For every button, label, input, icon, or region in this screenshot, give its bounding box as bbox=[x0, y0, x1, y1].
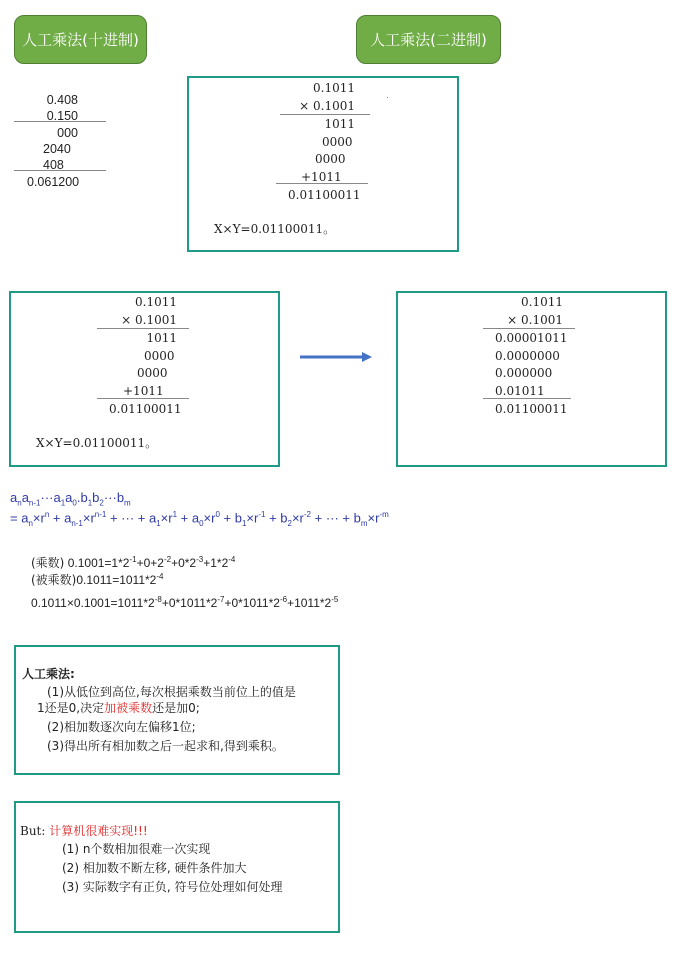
b3-result: 0.01100011 bbox=[495, 402, 568, 416]
method-step-1b-highlight: 加被乘数 bbox=[104, 701, 153, 715]
difficulty-item-2: (2) 相加数不断左移, 硬件条件加大 bbox=[62, 861, 247, 875]
but-line bbox=[20, 824, 148, 839]
method-step-1a: (1)从低位到高位,每次根据乘数当前位上的值是 bbox=[47, 685, 296, 699]
dec-row-3: 408 bbox=[43, 158, 64, 172]
b3-partial-2: 0.0000000 bbox=[495, 349, 560, 363]
multiplicand-expression: (被乘数)$0.1011=1011*2^{-4}$ bbox=[31, 572, 164, 587]
b3-partial-3: 0.000000 bbox=[495, 366, 553, 380]
b1-multiplicand: 0.1011 bbox=[313, 81, 355, 95]
multiplier-label: (乘数) bbox=[31, 556, 65, 570]
right-arrow-icon bbox=[298, 350, 374, 364]
method-step-1b-post: 还是加0; bbox=[152, 701, 200, 715]
b2-partial-1: 1011 bbox=[146, 331, 177, 345]
dec-row-2: 2040 bbox=[43, 142, 71, 156]
method-step-3: (3)得出所有相加数之后一起求和,得到乘积。 bbox=[47, 739, 284, 753]
method-title: 人工乘法: bbox=[22, 667, 75, 681]
product-expression: $0.1011\times 0.1001=1011*2^{-8}+0*1011*2^{-7}+0*1011*2^{-6}+1011*2^{-5}$ bbox=[31, 595, 339, 610]
dec-divider bbox=[14, 121, 106, 122]
method-step-1b-pre: 1还是0,决定 bbox=[37, 701, 105, 715]
but-headline: 计算机很难实现!!! bbox=[49, 824, 148, 838]
b3-line-1 bbox=[483, 328, 575, 329]
b1-line-2 bbox=[276, 183, 368, 184]
but-label: But: bbox=[20, 824, 46, 838]
decimal-multiplication-button[interactable]: 人工乘法(十进制) bbox=[14, 15, 147, 64]
b3-line-2 bbox=[483, 398, 571, 399]
dec-multiplicand: 0.408 bbox=[46, 93, 78, 107]
binary-multiplication-button[interactable]: 人工乘法(二进制) bbox=[356, 15, 501, 64]
b3-partial-1: 0.00001011 bbox=[495, 331, 568, 345]
method-step-1b bbox=[37, 701, 200, 716]
difficulty-item-3: (3) 实际数字有正负, 符号位处理如何处理 bbox=[62, 880, 283, 894]
b2-partial-4: +1011 bbox=[123, 384, 164, 398]
b2-partial-3: 0000 bbox=[137, 366, 168, 380]
b1-conclusion: X×Y=0.01100011。 bbox=[214, 222, 336, 236]
b2-result: 0.01100011 bbox=[109, 402, 182, 416]
b2-line-1 bbox=[97, 328, 189, 329]
dec-row-1: 000 bbox=[57, 126, 78, 140]
b1-multiplier: × 0.1001 bbox=[299, 99, 355, 113]
multiplier-expression: (乘数) $0.1001=1*2^{-1}+0+2^{-2}+0*2^{-3}+1*2^{-4}$ bbox=[31, 555, 236, 570]
b3-multiplicand: 0.1011 bbox=[521, 295, 563, 309]
b1-result: 0.01100011 bbox=[288, 188, 361, 202]
difficulty-item-1: (1) n个数相加很难一次实现 bbox=[62, 842, 211, 856]
b2-partial-2: 0000 bbox=[144, 349, 175, 363]
b1-partial-1: 1011 bbox=[324, 117, 355, 131]
dec-result: 0.061200 bbox=[27, 175, 80, 189]
positional-formula-line-1: $a_na_{n-1}\cdot\cdot\cdot a_1a_0.b_1b_2\cdot\cdot\cdot b_m$ bbox=[10, 490, 131, 508]
b3-multiplier: × 0.1001 bbox=[507, 313, 563, 327]
b1-partial-2: 0000 bbox=[322, 135, 353, 149]
dec-multiplier: 0.150 bbox=[46, 109, 78, 123]
multiplicand-label: (被乘数) bbox=[31, 573, 77, 587]
b2-line-2 bbox=[97, 398, 189, 399]
positional-formula-line-2: = $a_n\times r^n + a_{n-1}\times r^{n-1}$ + ··· + $a_1\times r^1 + a_0\times r^0 + b_1\times r^{-1} + b_2\times r^{-2}$ + ··· + $b_m\times r^{-m}$ bbox=[10, 510, 389, 528]
b2-multiplier: × 0.1001 bbox=[121, 313, 177, 327]
dec-divider-2 bbox=[14, 170, 106, 171]
b1-line-1 bbox=[280, 114, 370, 115]
b2-multiplicand: 0.1011 bbox=[135, 295, 177, 309]
tiny-mark: · bbox=[386, 92, 389, 102]
b3-partial-4: 0.01011 bbox=[495, 384, 545, 398]
b2-conclusion: X×Y=0.01100011。 bbox=[36, 436, 158, 450]
b1-partial-3: 0000 bbox=[315, 152, 346, 166]
method-step-2: (2)相加数逐次向左偏移1位; bbox=[47, 720, 196, 734]
b1-partial-4: +1011 bbox=[301, 170, 342, 184]
